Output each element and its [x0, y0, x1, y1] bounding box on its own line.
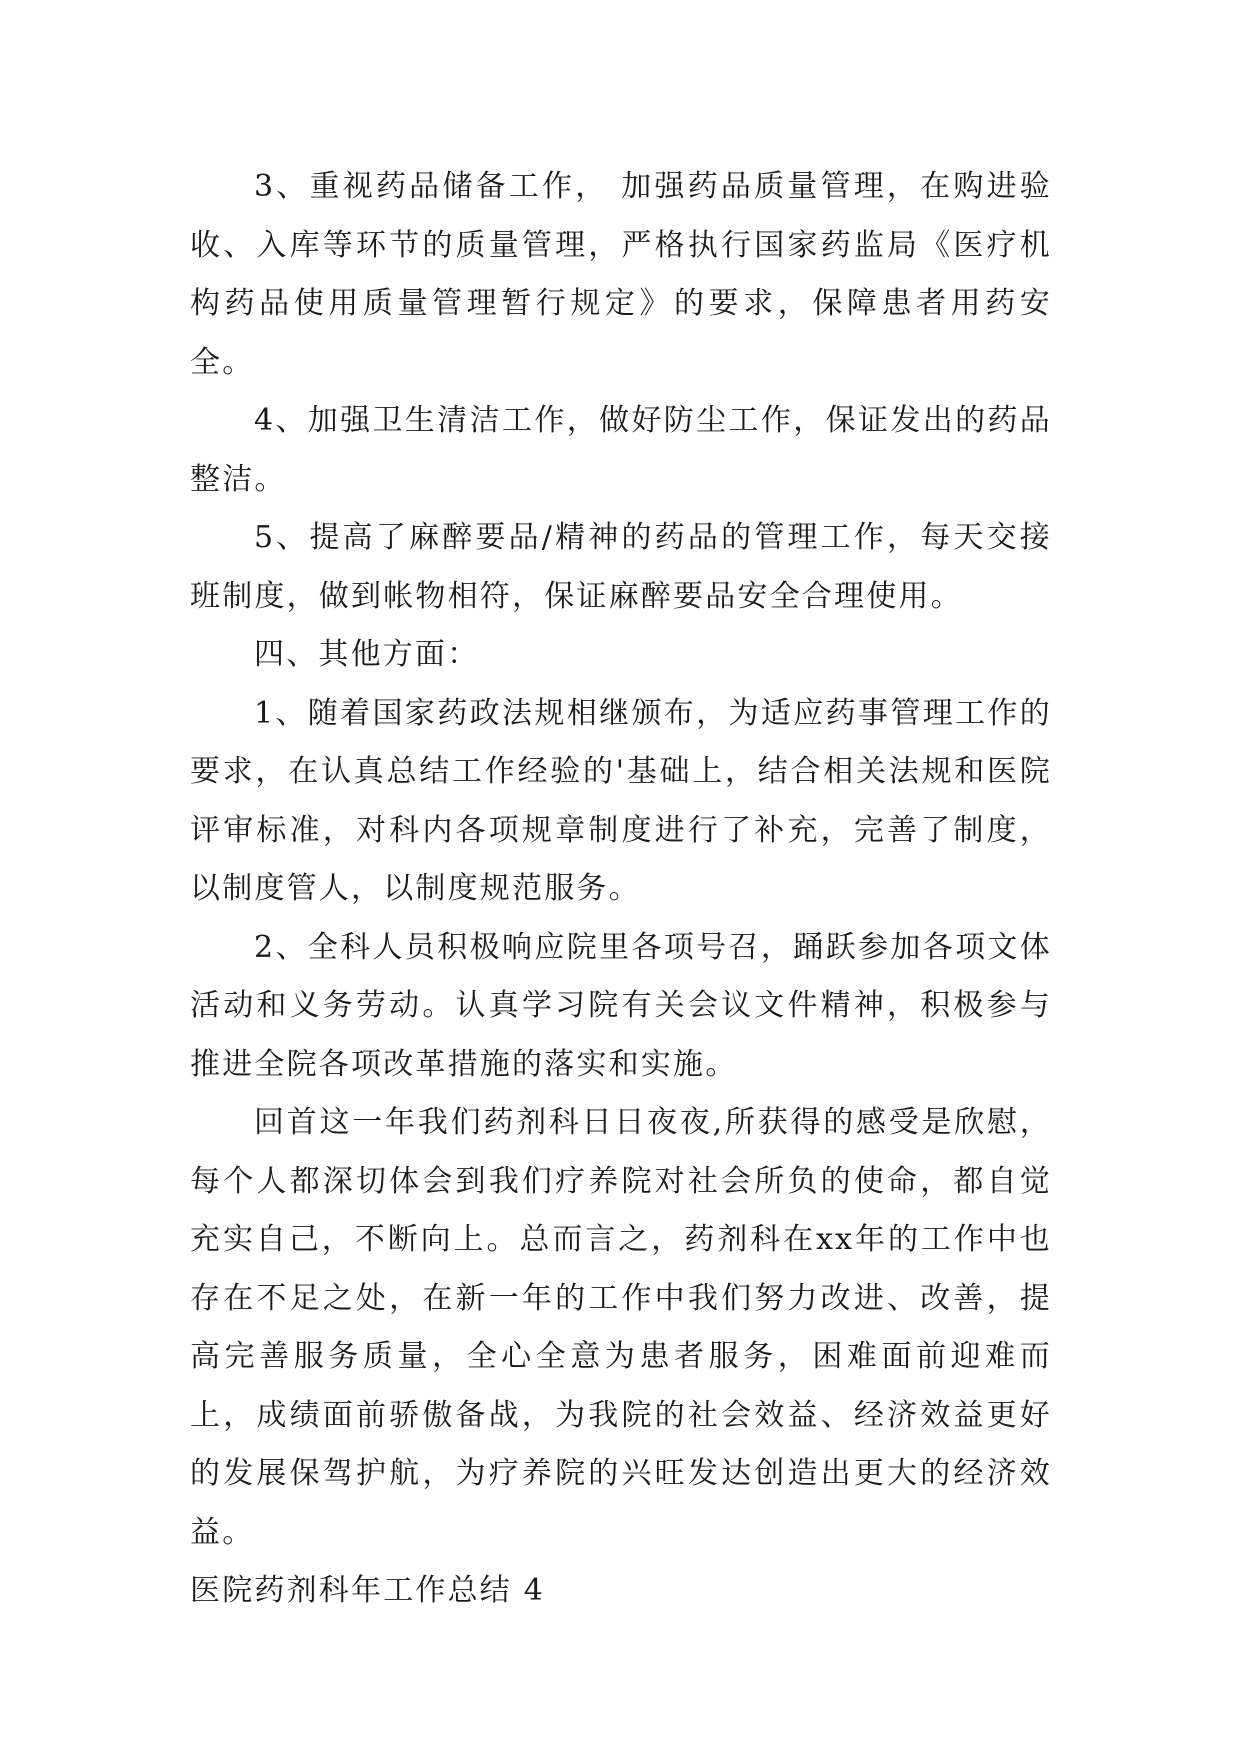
paragraph-conclusion: 回首这一年我们药剂科日日夜夜,所获得的感受是欣慰，每个人都深切体会到我们疗养院对社会所负的使命，都自觉充实自己，不断向上。总而言之，药剂科在xx年的工作中也存在不足之处，在新一年的工作中我们努力改进、改善，提高完善服务质量，全心全意为患者服务，困难面前迎难而上，成绩面前骄傲备战，为我院的社会效益、经济效益更好的发展保驾护航，为疗养院的兴旺发达创造出更大的经济效益。	[190, 1105, 1052, 1550]
paragraph-other-2: 2、全科人员积极响应院里各项号召，踊跃参加各项文体活动和义务劳动。认真学习院有关会议文件精神，积极参与推进全院各项改革措施的落实和实施。	[190, 929, 1052, 1082]
paragraph-item-4: 4、加强卫生清洁工作，做好防尘工作，保证发出的药品整洁。	[190, 403, 1052, 497]
document-section-title: 医院药剂科年工作总结 4	[190, 1573, 546, 1608]
section-heading-other: 四、其他方面：	[254, 637, 480, 672]
paragraph-item-5: 5、提高了麻醉要品/精神的药品的管理工作，每天交接班制度，做到帐物相符，保证麻醉要品安全合理使用。	[190, 520, 1052, 614]
document-page	[190, 158, 1052, 1621]
paragraph-item-3: 3、重视药品储备工作， 加强药品质量管理，在购进验收、入库等环节的质量管理，严格执行国家药监局《医疗机构药品使用质量管理暂行规定》的要求，保障患者用药安全。	[190, 169, 1052, 380]
paragraph-other-1: 1、随着国家药政法规相继颁布，为适应药事管理工作的要求，在认真总结工作经验的'基础上，结合相关法规和医院评审标准，对科内各项规章制度进行了补充，完善了制度，以制度管人，以制度规范服务。	[190, 695, 1052, 906]
